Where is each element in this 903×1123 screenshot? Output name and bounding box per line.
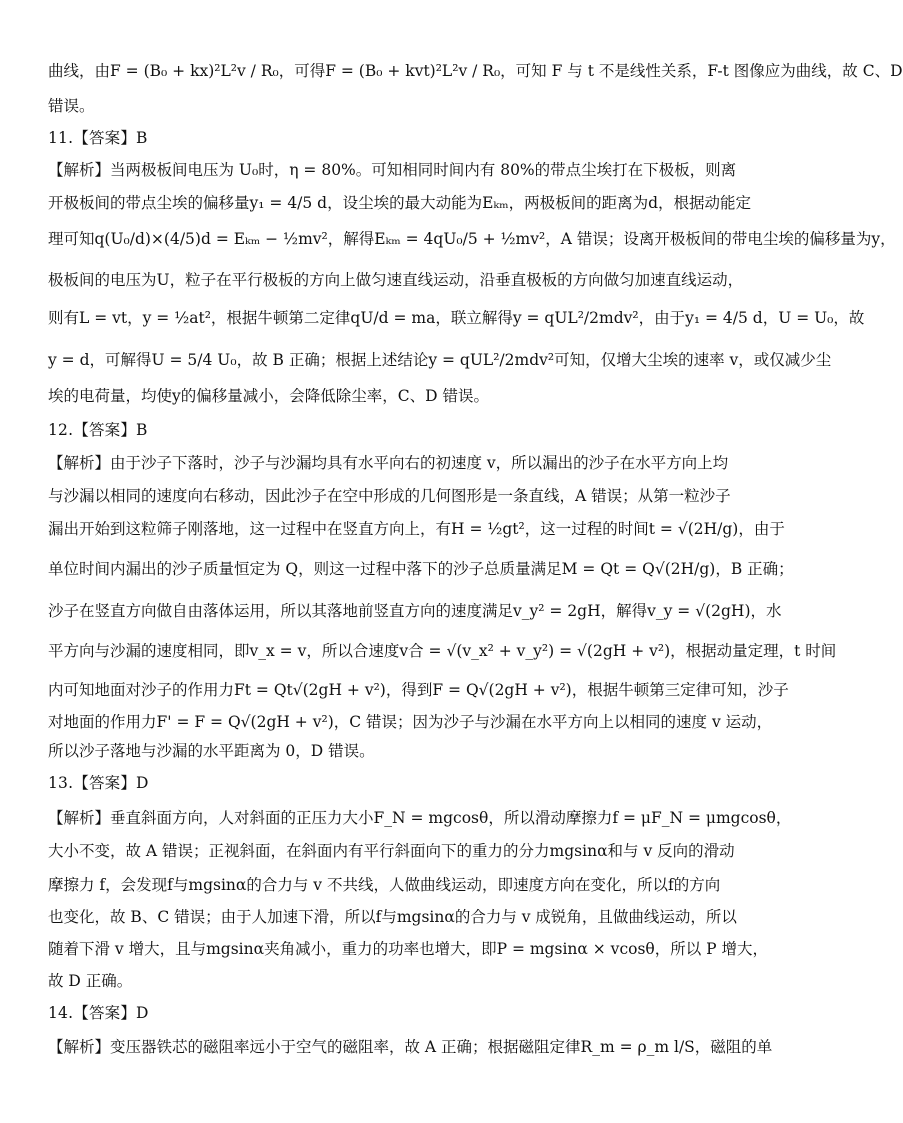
text-line: 单位时间内漏出的沙子质量恒定为 Q，则这一过程中落下的沙子总质量满足M = Qt = Q√(2H/g)，B 正确； <box>48 560 794 578</box>
text-line: 【解析】变压器铁芯的磁阻率远小于空气的磁阻率，故 A 正确；根据磁阻定律R_m = ρ_m l/S，磁阻的单 <box>48 1038 773 1056</box>
text-line: 与沙漏以相同的速度向右移动，因此沙子在空中形成的几何图形是一条直线，A 错误；从第一粒沙子 <box>48 487 731 505</box>
text-line: 理可知q(U₀/d)×(4/5)d = Eₖₘ − ½mv²，解得Eₖₘ = 4qU₀/5 + ½mv²，A 错误；设离开极板间的带电尘埃的偏移量为y， <box>48 230 896 248</box>
text-line: 故 D 正确。 <box>48 972 133 990</box>
text-line: 摩擦力 f，会发现f与mgsinα的合力与 v 不共线，人做曲线运动，即速度方向在变化，所以f的方向 <box>48 876 721 894</box>
text-line: 则有L = vt，y = ½at²，根据牛顿第二定律qU/d = ma，联立解得y = qUL²/2mdv²，由于y₁ = 4/5 d，U = U₀，故 <box>48 309 865 327</box>
text-line: 内可知地面对沙子的作用力Ft = Qt√(2gH + v²)，得到F = Q√(2gH + v²)，根据牛顿第三定律可知，沙子 <box>48 681 789 699</box>
answer-heading: 11.【答案】B <box>48 129 148 147</box>
text-line: 极板间的电压为U，粒子在平行极板的方向上做匀速直线运动，沿垂直极板的方向做匀加速直线运动， <box>48 271 744 289</box>
text-line: 曲线，由F = (B₀ + kx)²L²v / R₀，可得F = (B₀ + kvt)²L²v / R₀，可知 F 与 t 不是线性关系，F-t 图像应为曲线，故 C、D <box>48 62 903 80</box>
text-line: 随着下滑 v 增大，且与mgsinα夹角减小，重力的功率也增大，即P = mgsinα × vcosθ，所以 P 增大， <box>48 940 769 958</box>
answer-heading: 14.【答案】D <box>48 1004 149 1022</box>
text-line: 【解析】当两极板间电压为 U₀时，η = 80%。可知相同时间内有 80%的带点尘埃打在下极板，则离 <box>48 161 737 179</box>
text-line: 沙子在竖直方向做自由落体运用，所以其落地前竖直方向的速度满足v_y² = 2gH，解得v_y = √(2gH)，水 <box>48 602 782 620</box>
answer-heading: 12.【答案】B <box>48 421 148 439</box>
text-line: 对地面的作用力F' = F = Q√(2gH + v²)，C 错误；因为沙子与沙漏在水平方向上以相同的速度 v 运动， <box>48 713 773 731</box>
text-line: 平方向与沙漏的速度相同，即v_x = v，所以合速度v合 = √(v_x² + v_y²) = √(2gH + v²)，根据动量定理，t 时间 <box>48 642 837 660</box>
text-line: 开极板间的带点尘埃的偏移量y₁ = 4/5 d，设尘埃的最大动能为Eₖₘ，两极板间的距离为d，根据动能定 <box>48 194 752 212</box>
text-line: 也变化，故 B、C 错误；由于人加速下滑，所以f与mgsinα的合力与 v 成锐角，且做曲线运动，所以 <box>48 908 737 926</box>
text-line: 漏出开始到这粒筛子刚落地，这一过程中在竖直方向上，有H = ½gt²，这一过程的时间t = √(2H/g)，由于 <box>48 520 785 538</box>
text-line: 错误。 <box>48 97 95 115</box>
answer-heading: 13.【答案】D <box>48 774 149 792</box>
text-line: 所以沙子落地与沙漏的水平距离为 0，D 错误。 <box>48 742 375 760</box>
text-line: 【解析】垂直斜面方向，人对斜面的正压力大小F_N = mgcosθ，所以滑动摩擦力f = μF_N = μmgcosθ， <box>48 809 792 827</box>
text-line: 【解析】由于沙子下落时，沙子与沙漏均具有水平向右的初速度 v，所以漏出的沙子在水平方向上均 <box>48 454 729 472</box>
text-line: y = d，可解得U = 5/4 U₀，故 B 正确；根据上述结论y = qUL²/2mdv²可知，仅增大尘埃的速率 v，或仅减少尘 <box>48 351 832 369</box>
text-line: 大小不变，故 A 错误；正视斜面，在斜面内有平行斜面向下的重力的分力mgsinα和与 v 反向的滑动 <box>48 842 735 860</box>
text-line: 埃的电荷量，均使y的偏移量减小，会降低除尘率，C、D 错误。 <box>48 387 489 405</box>
